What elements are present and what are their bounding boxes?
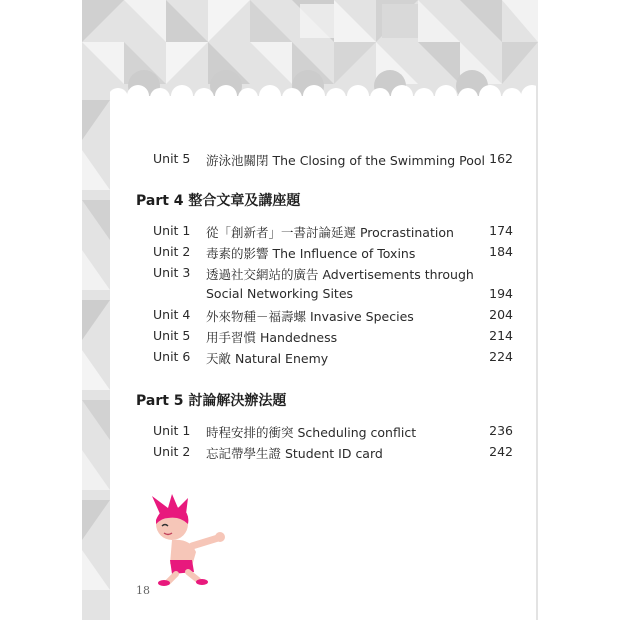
- page-number: 18: [136, 584, 150, 597]
- unit-label: Unit 3: [153, 265, 191, 280]
- entry-title: 忘記帶學生證 Student ID card: [206, 446, 383, 461]
- page-ref: 236: [489, 423, 513, 438]
- toc-entry: [153, 151, 513, 171]
- entry-title: 透過社交網站的廣告 Advertisements through: [206, 267, 474, 282]
- toc-entry: [153, 328, 513, 348]
- toc-entry: [153, 423, 513, 443]
- page-ref: 204: [489, 307, 513, 322]
- unit-label: Unit 2: [153, 244, 191, 259]
- part-heading: Part 5 討論解決辦法題: [136, 393, 287, 409]
- running-kid-illustration: [132, 494, 242, 586]
- unit-label: Unit 6: [153, 349, 191, 364]
- entry-title: 游泳池關閉 The Closing of the Swimming Pool: [206, 153, 486, 168]
- page-ref: 174: [489, 223, 513, 238]
- page-ref: 242: [489, 444, 513, 459]
- toc-entry-continuation: [153, 286, 513, 306]
- toc-entry: [153, 349, 513, 369]
- unit-label: Unit 1: [153, 423, 191, 438]
- page-ref: 224: [489, 349, 513, 364]
- page-ref: 184: [489, 244, 513, 259]
- unit-label: Unit 1: [153, 223, 191, 238]
- entry-title: 從「創新者」一書討論延遲 Procrastination: [206, 225, 454, 240]
- unit-label: Unit 5: [153, 328, 191, 343]
- part-heading: Part 4 整合文章及講座題: [136, 193, 301, 209]
- unit-label: Unit 5: [153, 151, 191, 166]
- entry-title: 用手習慣 Handedness: [206, 330, 338, 345]
- unit-label: Unit 4: [153, 307, 191, 322]
- entry-title: 時程安排的衝突 Scheduling conflict: [206, 425, 417, 440]
- page-ref: 214: [489, 328, 513, 343]
- content-panel: [110, 96, 536, 620]
- toc-entry: [153, 265, 513, 285]
- toc-entry: [153, 444, 513, 464]
- toc-entry: [153, 244, 513, 264]
- scalloped-edge: [110, 84, 536, 108]
- entry-title: Social Networking Sites: [206, 286, 354, 301]
- unit-label: Unit 2: [153, 444, 191, 459]
- page-ref: 162: [489, 151, 513, 166]
- toc-entry: [153, 223, 513, 243]
- entry-title: 外來物種－福壽螺 Invasive Species: [206, 309, 414, 324]
- entry-title: 天敵 Natural Enemy: [206, 351, 329, 366]
- toc-entry: [153, 307, 513, 327]
- page-ref: 194: [489, 286, 513, 301]
- book-page: [82, 0, 538, 620]
- entry-title: 毒素的影響 The Influence of Toxins: [206, 246, 416, 261]
